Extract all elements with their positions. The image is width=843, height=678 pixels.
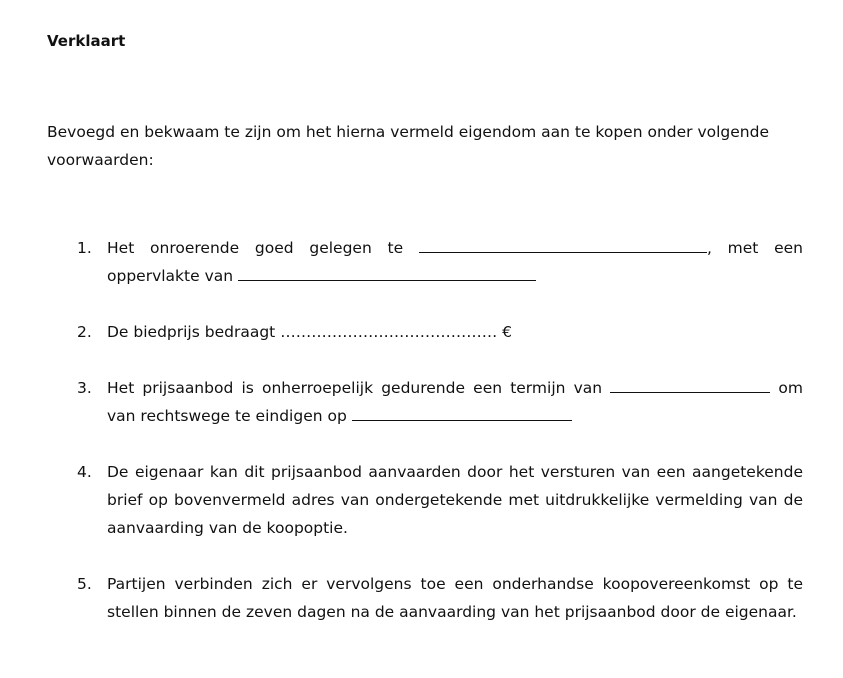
- price-dotted-field[interactable]: ……………………………………: [280, 323, 498, 341]
- condition-text: De eigenaar kan dit prijsaanbod aanvaarden door het versturen van een aangetekende brief op bovenvermeld adres van ondergetekende met uitdrukkelijke vermelding van de aanvaarding van de koopoptie.: [107, 463, 803, 537]
- term-label: Het prijsaanbod is onherroepelijk gedurende een termijn van: [107, 379, 603, 397]
- condition-item-4: [47, 458, 803, 542]
- condition-item-5: [47, 570, 803, 626]
- item-number: 1.: [77, 239, 92, 257]
- end-date-blank-field[interactable]: [352, 405, 572, 421]
- end-date-label: om van rechtswege te eindigen op: [107, 379, 803, 425]
- term-blank-field[interactable]: [610, 377, 770, 393]
- document-heading: Verklaart: [47, 32, 126, 50]
- location-blank-field[interactable]: [419, 237, 707, 253]
- area-label: , met een oppervlakte van: [107, 239, 803, 285]
- intro-paragraph: Bevoegd en bekwaam te zijn om het hierna vermeld eigendom aan te kopen onder volgende voorwaarden:: [47, 123, 769, 169]
- location-label: Het onroerende goed gelegen te: [107, 239, 404, 257]
- item-number: 4.: [77, 463, 92, 481]
- item-number: 2.: [77, 323, 92, 341]
- euro-sign: €: [502, 323, 512, 341]
- item-number: 5.: [77, 575, 92, 593]
- condition-item-3: [47, 374, 803, 430]
- condition-text: Partijen verbinden zich er vervolgens toe een onderhandse koopovereenkomst op te stellen binnen de zeven dagen na de aanvaarding van het prijsaanbod door de eigenaar.: [107, 575, 803, 621]
- price-label: De biedprijs bedraagt: [107, 323, 276, 341]
- item-number: 3.: [77, 379, 92, 397]
- condition-item-2: [47, 318, 803, 346]
- area-blank-field[interactable]: [238, 265, 536, 281]
- conditions-list: [47, 234, 803, 626]
- condition-item-1: [47, 234, 803, 290]
